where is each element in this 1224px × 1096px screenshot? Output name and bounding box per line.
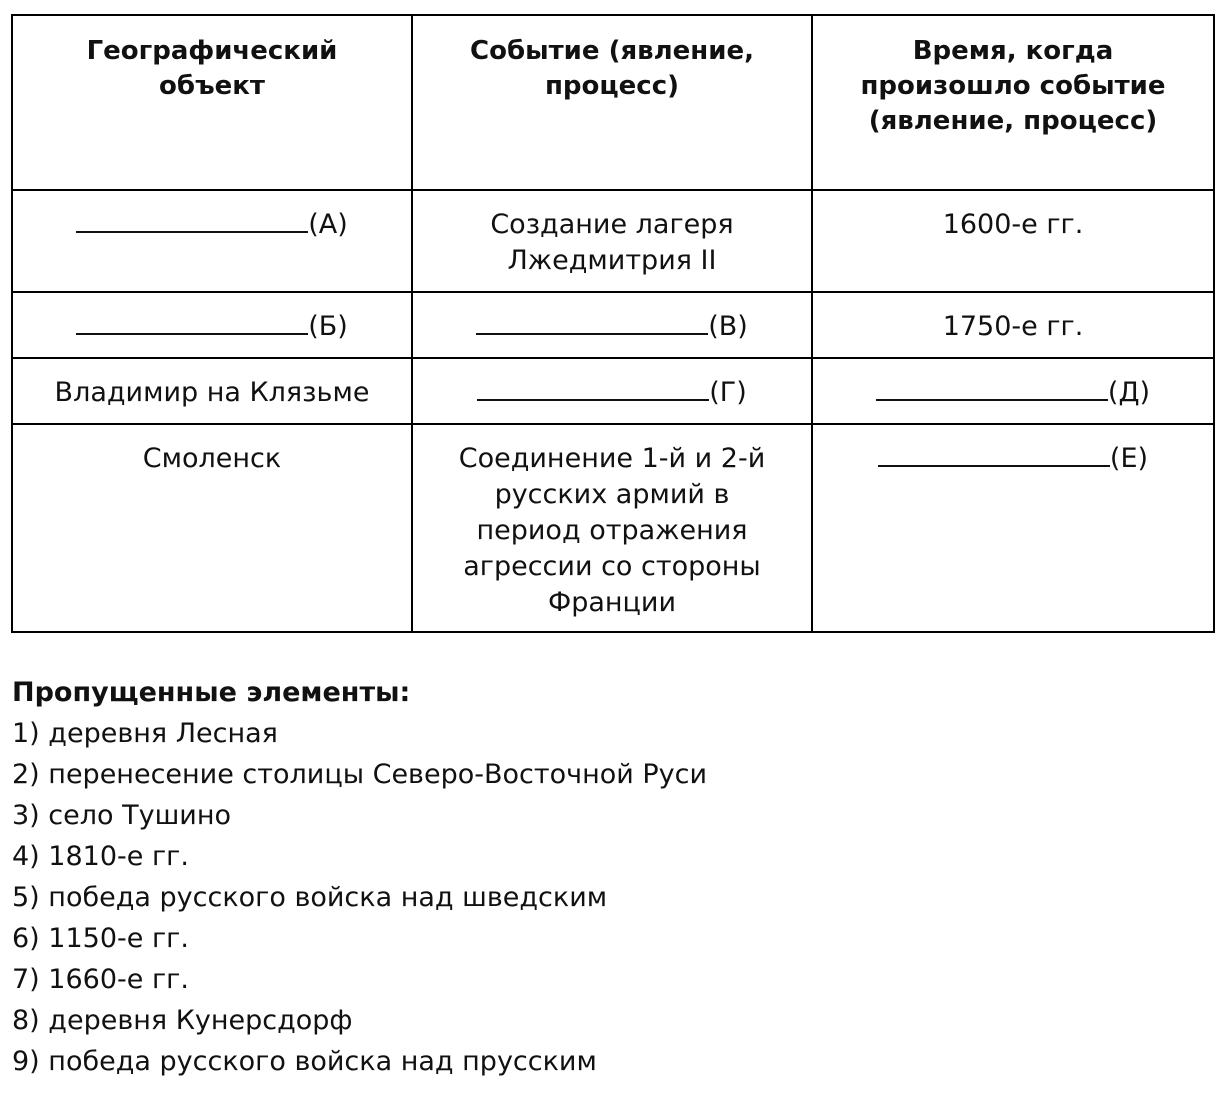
blank-label: (Д) [1107,377,1151,408]
blank-answer-field [76,209,348,240]
table-row [12,292,1214,358]
blank-label: (А) [308,209,348,240]
table-row [12,190,1214,292]
list-item: 9) победа русского войска над прусским [12,1046,597,1077]
cell-object: Владимир на Клязьме [12,358,412,424]
blank-line [876,377,1108,401]
missing-elements-list [12,713,1212,1082]
blank-label: (В) [708,311,748,342]
blank-label: (Б) [308,311,348,342]
header-event: Событие (явление, процесс) [412,15,812,190]
blank-line [76,209,308,233]
blank-label: (Е) [1109,443,1149,474]
blank-answer-field [876,377,1150,408]
table-row [12,424,1214,632]
missing-elements-title: Пропущенные элементы: [12,677,411,708]
list-item: 4) 1810-е гг. [12,841,189,872]
blank-line [76,311,308,335]
task-table [11,14,1215,633]
missing-elements-section [12,672,1212,1082]
header-row [12,15,1214,190]
cell-time [812,358,1214,424]
list-item: 1) деревня Лесная [12,718,278,749]
cell-event: Соединение 1-й и 2-й русских армий в период отражения агрессии со стороны Франции [412,424,812,632]
list-item: 5) победа русского войска над шведским [12,882,608,913]
blank-answer-field [76,311,348,342]
cell-event: Создание лагеря Лжедмитрия II [412,190,812,292]
list-item: 3) село Тушино [12,800,232,831]
list-item: 7) 1660-е гг. [12,964,189,995]
cell-object [12,190,412,292]
cell-time [812,424,1214,632]
cell-event [412,292,812,358]
cell-object: Смоленск [12,424,412,632]
cell-object [12,292,412,358]
cell-event [412,358,812,424]
blank-line [878,443,1110,467]
blank-answer-field [878,443,1148,474]
header-time: Время, когда произошло событие (явление, процесс) [812,15,1214,190]
blank-answer-field [476,311,748,342]
cell-time: 1600-е гг. [812,190,1214,292]
blank-line [476,311,708,335]
blank-line [477,377,709,401]
cell-time: 1750-е гг. [812,292,1214,358]
list-item: 6) 1150-е гг. [12,923,189,954]
header-geographic-object: Географический объект [12,15,412,190]
list-item: 8) деревня Кунерсдорф [12,1005,353,1036]
table-row [12,358,1214,424]
list-item: 2) перенесение столицы Северо-Восточной Руси [12,759,708,790]
blank-label: (Г) [709,377,747,408]
blank-answer-field [477,377,747,408]
